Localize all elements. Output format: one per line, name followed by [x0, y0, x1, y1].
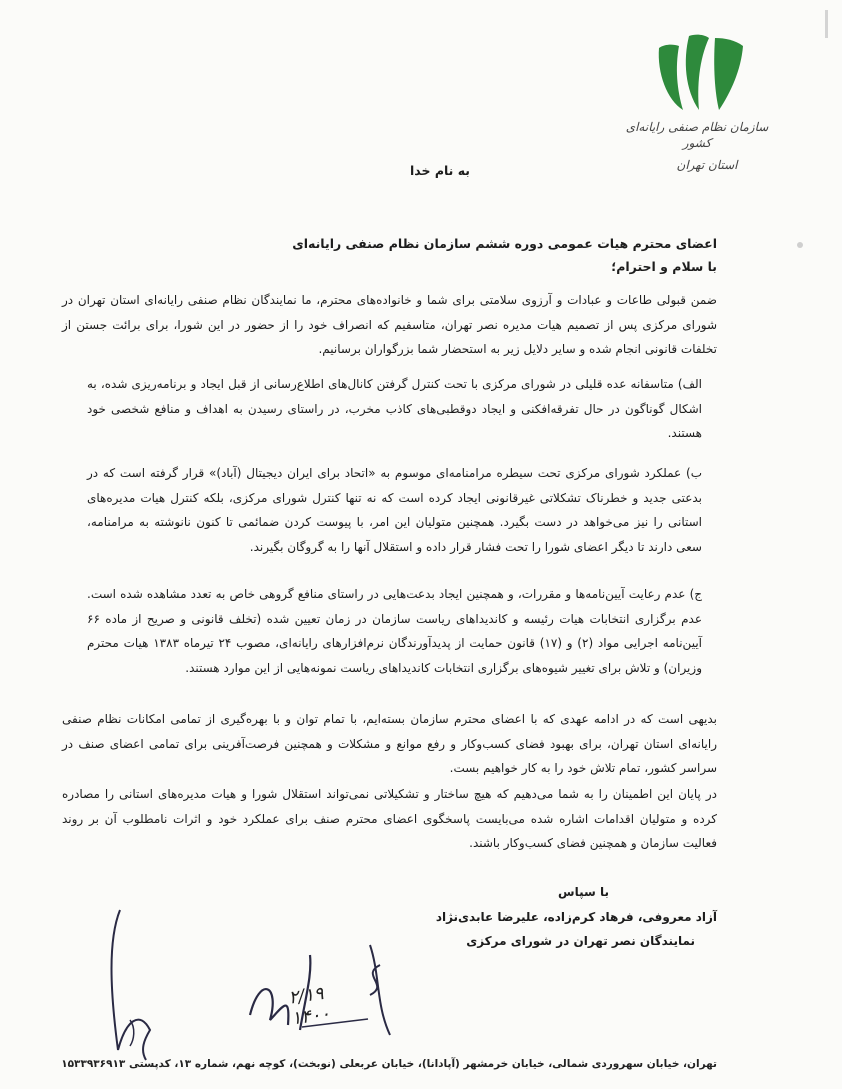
intro-paragraph: ضمن قبولی طاعات و عبادات و آرزوی سلامتی برای شما و خانواده‌های محترم، ما نمایندگان نظام صنفی رایانه‌ای استان تهران در شورای مرکزی پس از تصمیم هیات مدیره نصر تهران، متاسفیم که انصراف خود را از حضور در این شورا، برای برائت جستن از تخلفات قانونی انجام شده و سایر دلایل زیر به استحضار شما بزرگواران برسانیم.	[62, 293, 717, 357]
addressee-title: اعضای محترم هیات عمومی دوره ششم سازمان نظام صنفی رایانه‌ای	[292, 236, 717, 251]
handwritten-signature-icon	[240, 935, 420, 1045]
margin-dot	[797, 242, 803, 248]
reason-item-b: ب) عملکرد شورای مرکزی تحت سیطره مرامنامه‌ای موسوم به «اتحاد برای ایران دیجیتال (آباد)» قرار گرفته است که در بدعتی جدید و خطرناک تشکلاتی غیرقانونی ایجاد کرده است که نه تنها کنترل شورای مرکزی، بلکه کنترل هیات مدیره‌های استانی را نیز می‌خواهد در دست بگیرد. همچنین متولیان این امر، با پیوست کردن ضمائمی تا کنون نانوشته به مرامنامه، سعی دارند تا دیگر اعضای شورا را تحت فشار قرار داده و استقلال آنها را به گروگان بگیرند.	[87, 466, 702, 554]
signature-date-year: ۱۴۰۰	[290, 1003, 332, 1030]
org-province: استان تهران	[676, 158, 738, 172]
scan-edge-mark	[825, 10, 828, 38]
closing-thanks: با سپاس	[558, 885, 609, 899]
footer-address: تهران، خیابان سهروردی شمالی، خیابان خرمشهر (آپادانا)، خیابان عربعلی (نوبخت)، کوچه نهم، شماره ۱۳، کدپستی ۱۵۳۳۹۳۶۹۱۳	[61, 1058, 717, 1070]
signature-date	[287, 983, 331, 1030]
addressee-block	[292, 233, 717, 278]
reason-item-c: ج) عدم رعایت آیین‌نامه‌ها و مقررات، و همچنین ایجاد بدعت‌هایی در راستای منافع گروهی خاص به تعدد مشاهده شده است. عدم برگزاری انتخابات هیات رئیسه و کاندیداهای ریاست سازمان در زمان تعیین شده (تخلف قانونی و صریح از ماده ۶۶ آیین‌نامه اجرایی مواد (۲) و (۱۷) قانون حمایت از پدیدآورندگان نرم‌افزارهای رایانه‌ای، مصوب ۲۴ تیرماه ۱۳۸۳ هیات محترم وزیران) و تلاش برای تغییر شیوه‌های برگزاری انتخابات کاندیداهای ریاست نمونه‌هایی از این موارد هستند.	[87, 587, 702, 675]
signature-date-day: ۲/۱۹	[287, 983, 325, 1009]
greeting: با سلام و احترام؛	[611, 258, 717, 274]
commitment-paragraph: بدیهی است که در ادامه عهدی که با اعضای محترم سازمان بسته‌ایم، با تمام توان و با بهره‌گیری از تمامی امکانات نظام صنفی رایانه‌ای استان تهران، برای بهبود فضای کسب‌وکار و رفع موانع و مشکلات و همچنین فرصت‌آفرینی برای تمامی اعضای صنف در سراسر کشور، تمام تلاش خود را به کار خواهیم بست.	[62, 712, 717, 776]
signers-role: نمایندگان نصر تهران در شورای مرکزی	[466, 934, 695, 949]
handwritten-margin-note-icon	[100, 900, 170, 1070]
reason-item-a: الف) متاسفانه عده قلیلی در شورای مرکزی با تحت کنترل گرفتن کانال‌های اطلاع‌رسانی از قبل ایجاد و برنامه‌ریزی شده، به اشکال گوناگون در حال تفرقه‌افکنی و ایجاد دوقطبی‌های کاذب مخرب، در راستای رسیدن به اهداف و منافع شخصی خود هستند.	[87, 377, 702, 441]
basmala: به نام خدا	[409, 163, 470, 178]
signers-names: آزاد معروفی، فرهاد کرم‌زاده، علیرضا عابدی‌نژاد	[435, 909, 717, 924]
final-paragraph: در پایان این اطمینان را به شما می‌دهیم که هیچ ساختار و تشکیلاتی نمی‌تواند استقلال شورا و هیات مدیره‌های استانی را مصادره کرده و متولیان اقدامات اشاره شده می‌بایست پاسخگوی اعضای محترم صنف برای عملکرد خود و اثرات نامطلوب آن بر روند فعالیت سازمان و همچنین فضای کسب‌وکار باشند.	[62, 787, 717, 851]
org-name: سازمان نظام صنفی رایانه‌ای کشور	[625, 120, 769, 150]
closing-block	[436, 880, 717, 954]
org-logo-icon	[653, 28, 748, 113]
